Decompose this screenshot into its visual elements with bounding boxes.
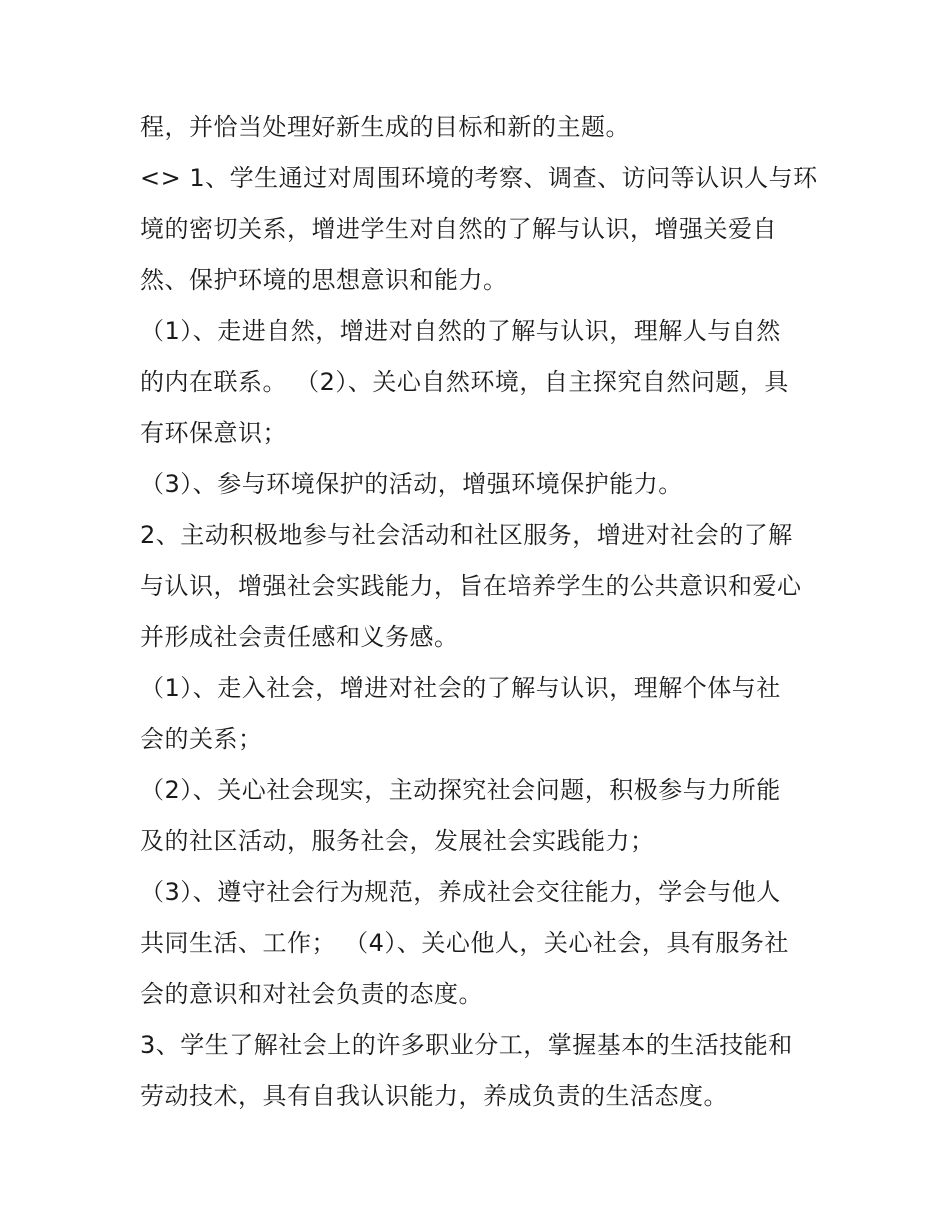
text-line: 然、保护环境的思想意识和能力。 xyxy=(140,266,508,294)
text-line: <> 1、学生通过对周围环境的考察、调查、访问等认识人与环 xyxy=(140,164,818,192)
text-line: （1）、走进自然，增进对自然的了解与认识，理解人与自然 xyxy=(140,317,781,345)
text-line: （3）、遵守社会行为规范，养成社会交往能力，学会与他人 xyxy=(140,878,781,906)
text-line: 有环保意识； xyxy=(140,419,287,447)
text-line: 会的意识和对社会负责的态度。 xyxy=(140,980,483,1008)
text-line: 程，并恰当处理好新生成的目标和新的主题。 xyxy=(140,113,630,141)
text-line: 2、主动积极地参与社会活动和社区服务，增进对社会的了解 xyxy=(140,521,793,549)
text-line: 3、学生了解社会上的许多职业分工，掌握基本的生活技能和 xyxy=(140,1031,793,1059)
document-body xyxy=(140,102,820,1122)
text-line: 与认识，增强社会实践能力，旨在培养学生的公共意识和爱心 xyxy=(140,572,802,600)
text-line: （1）、走入社会，增进对社会的了解与认识，理解个体与社 xyxy=(140,674,781,702)
text-line: （3）、参与环境保护的活动，增强环境保护能力。 xyxy=(140,470,683,498)
text-line: 的内在联系。 （2）、关心自然环境，自主探究自然问题，具 xyxy=(140,368,789,396)
text-line: 并形成社会责任感和义务感。 xyxy=(140,623,459,651)
text-line: 及的社区活动，服务社会，发展社会实践能力； xyxy=(140,827,655,855)
text-line: 共同生活、工作； （4）、关心他人，关心社会，具有服务社 xyxy=(140,929,789,957)
text-line: （2）、关心社会现实，主动探究社会问题，积极参与力所能 xyxy=(140,776,781,804)
text-line: 会的关系； xyxy=(140,725,263,753)
text-line: 劳动技术，具有自我认识能力，养成负责的生活态度。 xyxy=(140,1082,728,1110)
text-line: 境的密切关系，增进学生对自然的了解与认识，增强关爱自 xyxy=(140,215,777,243)
